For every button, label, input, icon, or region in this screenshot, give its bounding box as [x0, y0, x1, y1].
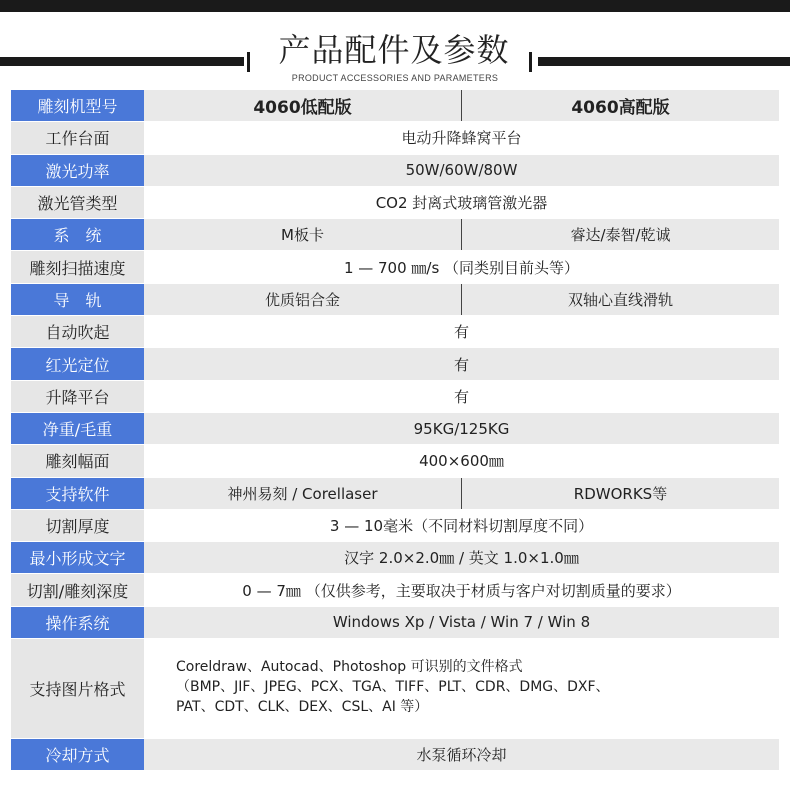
section-title: 产品配件及参数 [278, 31, 510, 69]
row-value: 电动升降蜂窝平台 [144, 122, 779, 153]
row-value: 有 [144, 348, 779, 379]
row-label: 冷却方式 [11, 739, 144, 770]
row-label: 雕刻扫描速度 [11, 251, 144, 282]
image-formats-list [144, 639, 779, 738]
top-bar [0, 0, 790, 12]
section-header [0, 12, 790, 90]
row-value: 有 [144, 381, 779, 412]
row-value: 优质铝合金 [144, 284, 461, 315]
formats-line: PAT、CDT、CLK、DEX、CSL、AI 等） [176, 699, 429, 716]
table-row [11, 445, 779, 477]
row-value: M板卡 [144, 219, 461, 250]
row-value: 双轴心直线滑轨 [461, 284, 779, 315]
row-label: 红光定位 [11, 348, 144, 379]
row-value: 水泵循环冷却 [144, 739, 779, 770]
row-label: 最小形成文字 [11, 542, 144, 573]
table-row [11, 284, 779, 316]
header-right-rule [538, 57, 790, 66]
table-row [11, 607, 779, 639]
row-value: 汉字 2.0×2.0㎜ / 英文 1.0×1.0㎜ [144, 542, 779, 573]
row-value: 400×600㎜ [144, 445, 779, 476]
table-row [11, 219, 779, 251]
table-row [11, 510, 779, 542]
row-label: 净重/毛重 [11, 413, 144, 444]
row-value: 0 — 7㎜ （仅供参考，主要取决于材质与客户对切割质量的要求） [144, 574, 779, 605]
table-row [11, 251, 779, 283]
row-value: RDWORKS等 [461, 478, 779, 509]
row-label: 系 统 [11, 219, 144, 250]
row-value: 神州易刻 / Corellaser [144, 478, 461, 509]
row-label: 操作系统 [11, 607, 144, 638]
row-label: 激光功率 [11, 155, 144, 186]
spec-table [11, 90, 779, 771]
table-row [11, 381, 779, 413]
row-value: Windows Xp / Vista / Win 7 / Win 8 [144, 607, 779, 638]
table-row [11, 348, 779, 380]
formats-line: Coreldraw、Autocad、Photoshop 可识别的文件格式 [176, 659, 523, 676]
table-row [11, 739, 779, 771]
row-label: 激光管类型 [11, 187, 144, 218]
row-value: 50W/60W/80W [144, 155, 779, 186]
section-subtitle: PRODUCT ACCESSORIES AND PARAMETERS [291, 73, 499, 83]
row-label: 升降平台 [11, 381, 144, 412]
row-value: 3 — 10毫米（不同材料切割厚度不同） [144, 510, 779, 541]
row-value: 1 — 700 ㎜/s （同类别目前头等） [144, 251, 779, 282]
row-label: 雕刻幅面 [11, 445, 144, 476]
row-label: 工作台面 [11, 122, 144, 153]
row-label: 切割/雕刻深度 [11, 574, 144, 605]
row-value: 睿达/泰智/乾诚 [461, 219, 779, 250]
row-label: 自动吹起 [11, 316, 144, 347]
table-row [11, 542, 779, 574]
row-label: 支持图片格式 [11, 639, 144, 738]
header-left-rule [0, 57, 244, 66]
table-row [11, 187, 779, 219]
table-row [11, 155, 779, 187]
table-row [11, 413, 779, 445]
header-right-tick [529, 52, 532, 72]
row-label: 雕刻机型号 [11, 90, 144, 121]
table-row [11, 122, 779, 154]
row-value: 95KG/125KG [144, 413, 779, 444]
row-label: 导 轨 [11, 284, 144, 315]
row-value: 4060低配版 [144, 90, 461, 121]
table-row [11, 316, 779, 348]
table-row [11, 90, 779, 122]
row-label: 切割厚度 [11, 510, 144, 541]
row-value: CO2 封离式玻璃管激光器 [144, 187, 779, 218]
formats-line: （BMP、JIF、JPEG、PCX、TGA、TIFF、PLT、CDR、DMG、DXF、 [176, 679, 610, 696]
row-value: 有 [144, 316, 779, 347]
table-row [11, 478, 779, 510]
row-label: 支持软件 [11, 478, 144, 509]
row-value: 4060高配版 [461, 90, 779, 121]
table-row [11, 574, 779, 606]
table-row [11, 639, 779, 739]
header-left-tick [247, 52, 250, 72]
